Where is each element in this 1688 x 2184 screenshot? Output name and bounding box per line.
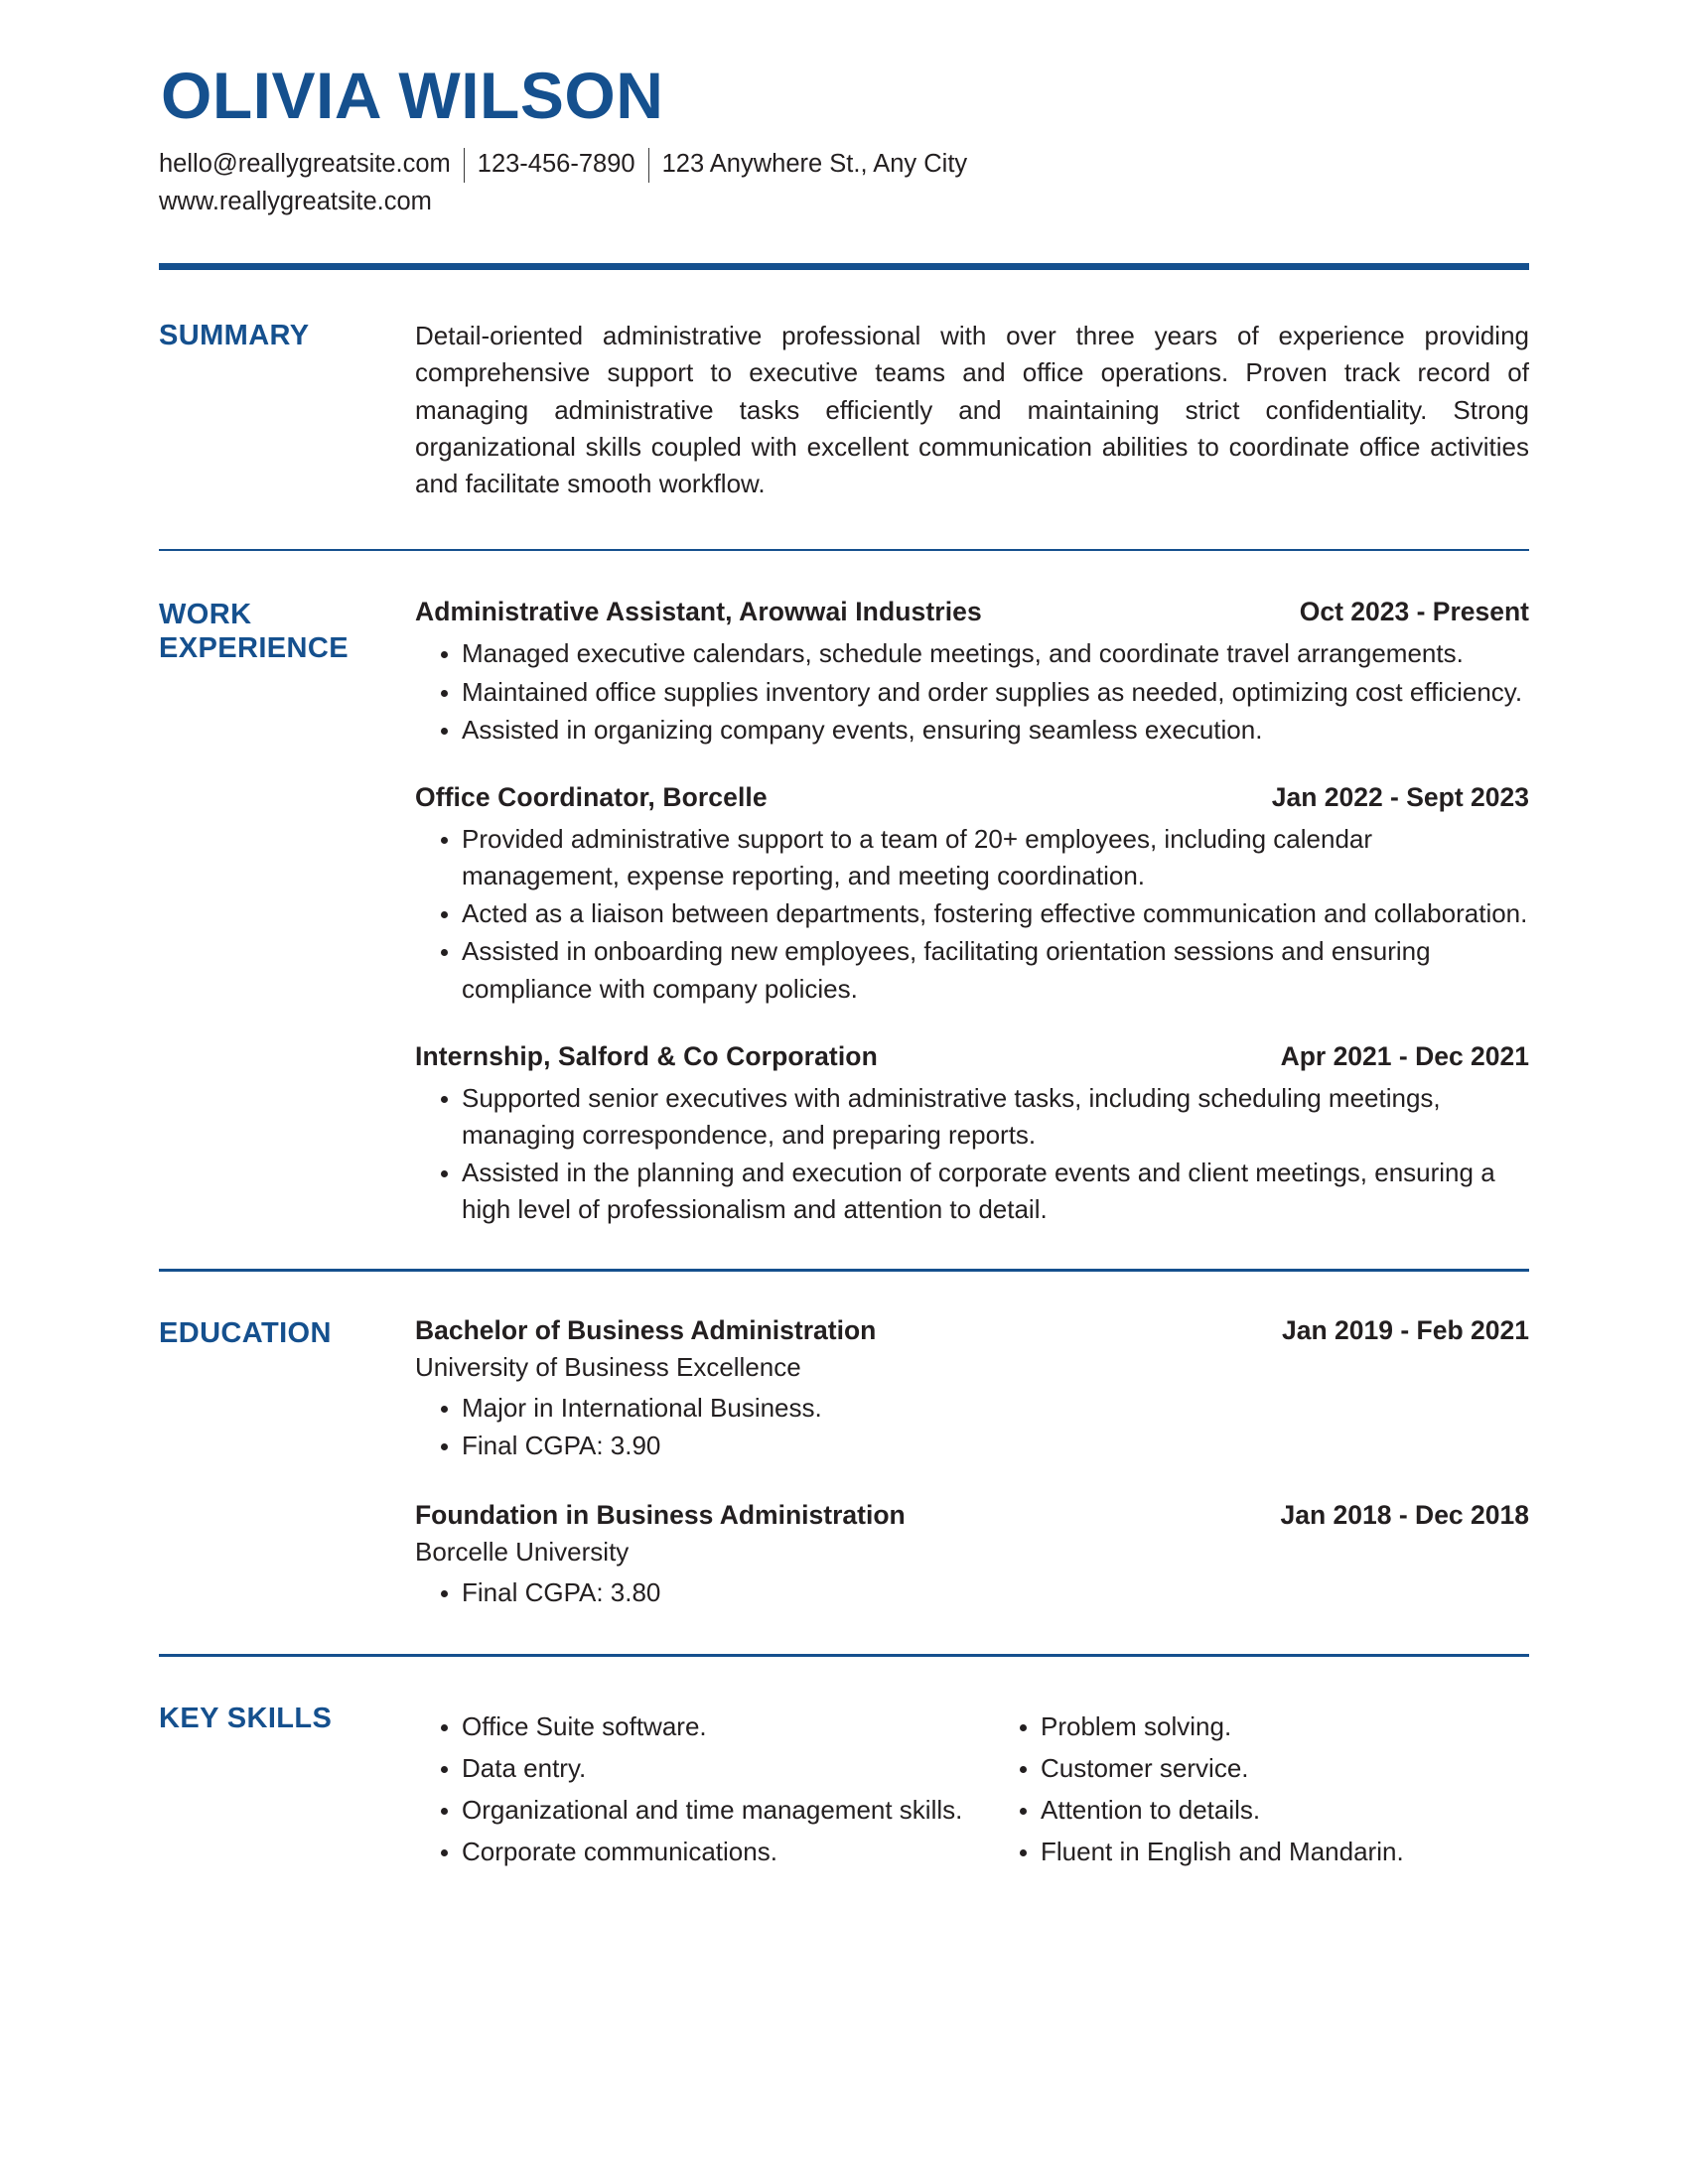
key-skill-item: Corporate communications. [415,1834,972,1870]
summary-text: Detail-oriented administrative professional with over three years of experience providing comprehensive support to executive teams and office operations. Proven track record of managing administrative tasks efficiently and maintaining strict confidentiality. Strong organizational skills coupled with excellent communication abilities to coordinate office activities and facilitate smooth workflow. [415,320,1529,499]
contact-phone: 123-456-7890 [477,150,635,179]
job-entry [415,597,1529,749]
education-section [159,1272,1529,1654]
education-entry [415,1500,1529,1611]
education-dates: Jan 2018 - Dec 2018 [1280,1500,1529,1531]
resume-header [159,0,1529,219]
job-bullet: Supported senior executives with administrative tasks, including scheduling meetings, managing correspondence, and preparing reports. [415,1080,1529,1154]
job-bullet: Acted as a liaison between departments, fostering effective communication and collaboration. [415,895,1529,932]
education-bullet: Major in International Business. [415,1390,1529,1427]
header-rule [159,263,1529,270]
job-entry [415,782,1529,1008]
job-bullet: Assisted in the planning and execution of corporate events and client meetings, ensuring a high level of professionalism and attention to detail. [415,1155,1529,1228]
job-header [415,1041,1529,1072]
key-skills-columns [415,1701,1529,1876]
key-skill-item: Problem solving. [994,1708,1529,1745]
job-bullet: Assisted in onboarding new employees, facilitating orientation sessions and ensuring compliance with company policies. [415,933,1529,1007]
job-bullet-list [415,635,1529,749]
key-skill-item: Data entry. [415,1750,972,1787]
key-skill-item: Fluent in English and Mandarin. [994,1834,1529,1870]
education-section-label: EDUCATION [159,1316,332,1349]
job-entry [415,1041,1529,1229]
job-title: Administrative Assistant, Arowwai Industries [415,597,982,627]
job-bullet-list [415,821,1529,1008]
job-title: Internship, Salford & Co Corporation [415,1040,878,1071]
contact-divider-icon [464,148,465,182]
job-dates: Apr 2021 - Dec 2021 [1280,1040,1529,1071]
work-experience-section [159,551,1529,1269]
job-dates: Jan 2022 - Sept 2023 [1271,781,1529,812]
contact-address: 123 Anywhere St., Any City [661,150,968,179]
education-school: University of Business Excellence [415,1351,801,1382]
contact-divider-icon [648,148,649,182]
key-skills-list [994,1708,1529,1871]
key-skills-section-label: KEY SKILLS [159,1702,333,1734]
work-label-line-1: WORK [159,599,252,631]
work-experience-list [415,597,1529,1229]
job-bullet: Assisted in organizing company events, ensuring seamless execution. [415,712,1529,749]
key-skills-list [415,1708,972,1871]
key-skills-section [159,1657,1529,1916]
job-header [415,782,1529,813]
key-skills-column-right [972,1701,1529,1876]
job-bullet: Maintained office supplies inventory and order supplies as needed, optimizing cost efficiency. [415,674,1529,711]
key-skill-item: Office Suite software. [415,1708,972,1745]
job-bullet-list [415,1080,1529,1229]
summary-section-label: SUMMARY [159,319,310,351]
education-header [415,1315,1529,1346]
key-skill-item: Organizational and time management skills. [415,1792,972,1829]
job-title: Office Coordinator, Borcelle [415,781,768,812]
candidate-name: OLIVIA WILSON [161,59,664,132]
education-list [415,1315,1529,1612]
job-header [415,597,1529,627]
education-bullet: Final CGPA: 3.90 [415,1428,1529,1464]
job-bullet: Provided administrative support to a team of 20+ employees, including calendar management, expense reporting, and meeting coordination. [415,821,1529,894]
key-skill-item: Customer service. [994,1750,1529,1787]
job-dates: Oct 2023 - Present [1299,597,1529,627]
education-bullet-list [415,1390,1529,1464]
summary-section [159,270,1529,549]
work-experience-section-label [159,597,415,665]
work-label-line-2: EXPERIENCE [159,631,349,664]
contact-email: hello@reallygreatsite.com [159,150,451,179]
education-header [415,1500,1529,1531]
job-bullet: Managed executive calendars, schedule meetings, and coordinate travel arrangements. [415,635,1529,672]
contact-website: www.reallygreatsite.com [159,187,432,215]
education-dates: Jan 2019 - Feb 2021 [1282,1314,1529,1345]
education-degree: Bachelor of Business Administration [415,1314,877,1345]
education-bullet: Final CGPA: 3.80 [415,1574,1529,1611]
education-school: Borcelle University [415,1537,630,1568]
education-bullet-list [415,1574,1529,1611]
education-degree: Foundation in Business Administration [415,1500,906,1531]
contact-row [159,146,1529,182]
education-entry [415,1315,1529,1464]
key-skill-item: Attention to details. [994,1792,1529,1829]
key-skills-column-left [415,1701,972,1876]
